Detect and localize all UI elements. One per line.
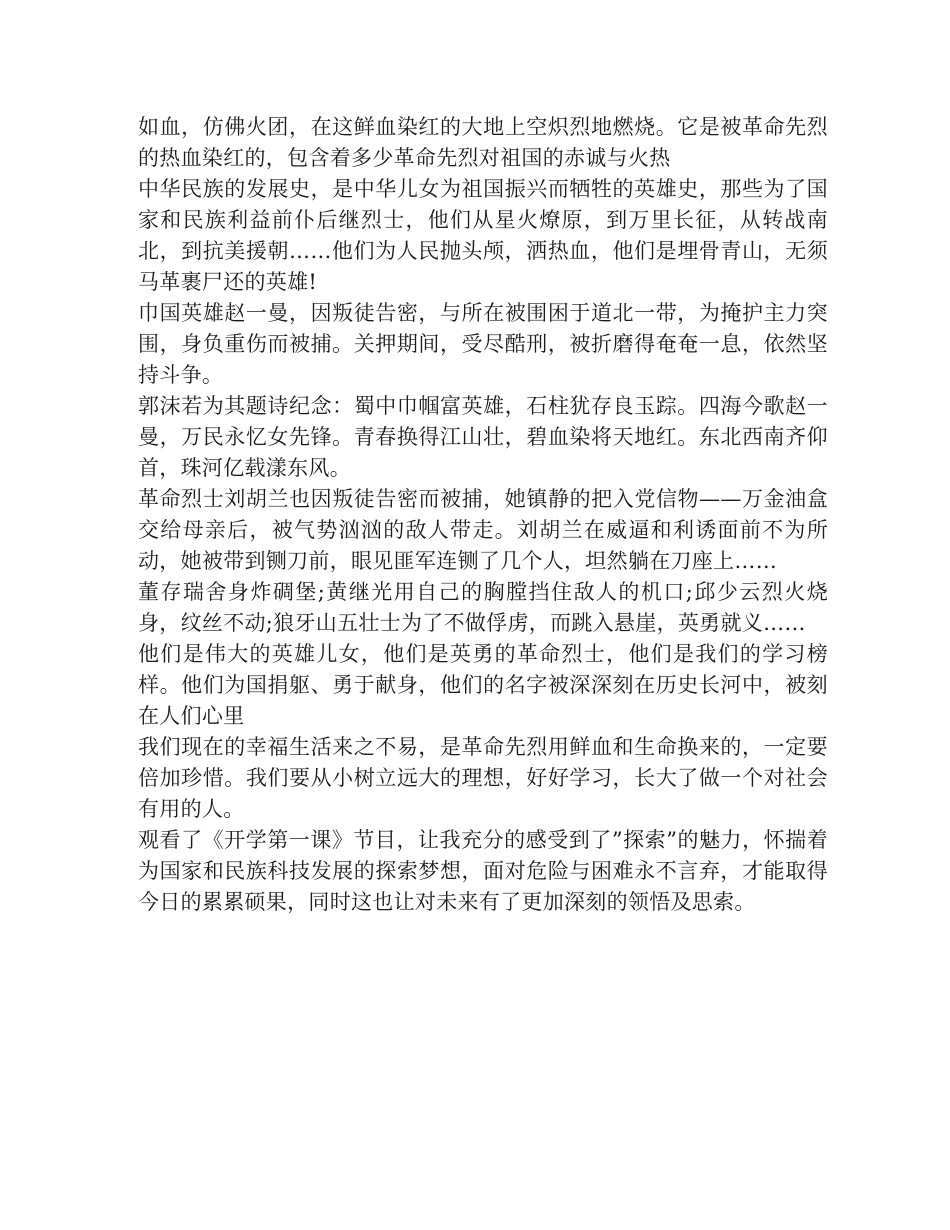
paragraph-5: 革命烈士刘胡兰也因叛徒告密而被捕，她镇静的把入党信物——万金油盒交给母亲后，被气势汹汹的敌人带走。刘胡兰在威逼和利诱面前不为所动，她被带到铡刀前，眼见匪军连铡了几个人，坦然躺在刀座上…… bbox=[138, 487, 828, 573]
paragraph-9: 观看了《开学第一课》节目，让我充分的感受到了”探索”的魅力，怀揣着为国家和民族科技发展的探索梦想，面对危险与困难永不言弃，才能取得今日的累累硕果，同时这也让对未来有了更加深刻的领悟及思索。 bbox=[138, 828, 828, 914]
paragraph-7: 他们是伟大的英雄儿女，他们是英勇的革命烈士，他们是我们的学习榜样。他们为国捐躯、勇于献身，他们的名字被深深刻在历史长河中，被刻在人们心里 bbox=[138, 642, 828, 728]
paragraph-4: 郭沫若为其题诗纪念：蜀中巾帼富英雄，石柱犹存良玉踪。四海今歌赵一曼，万民永忆女先锋。青春换得江山壮，碧血染将天地红。东北西南齐仰首，珠河亿载漾东风。 bbox=[138, 394, 828, 480]
paragraph-1: 如血，仿佛火团，在这鲜血染红的大地上空炽烈地燃烧。它是被革命先烈的热血染红的，包含着多少革命先烈对祖国的赤诚与火热 bbox=[138, 115, 828, 170]
paragraph-6: 董存瑞舍身炸碉堡;黄继光用自己的胸膛挡住敌人的机口;邱少云烈火烧身，纹丝不动;狼牙山五壮士为了不做俘虏，而跳入悬崖，英勇就义…… bbox=[138, 580, 828, 635]
paragraph-8: 我们现在的幸福生活来之不易，是革命先烈用鲜血和生命换来的，一定要倍加珍惜。我们要从小树立远大的理想，好好学习，长大了做一个对社会有用的人。 bbox=[138, 735, 828, 821]
paragraph-3: 巾国英雄赵一曼，因叛徒告密，与所在被围困于道北一带，为掩护主力突围，身负重伤而被捕。关押期间，受尽酷刑，被折磨得奄奄一息，依然坚持斗争。 bbox=[138, 301, 828, 387]
paragraph-2: 中华民族的发展史，是中华儿女为祖国振兴而牺牲的英雄史，那些为了国家和民族利益前仆后继烈士，他们从星火燎原，到万里长征，从转战南北，到抗美援朝……他们为人民抛头颅，洒热血，他们是埋骨青山，无须马革裹尸还的英雄! bbox=[138, 177, 828, 294]
document-body bbox=[138, 112, 828, 918]
